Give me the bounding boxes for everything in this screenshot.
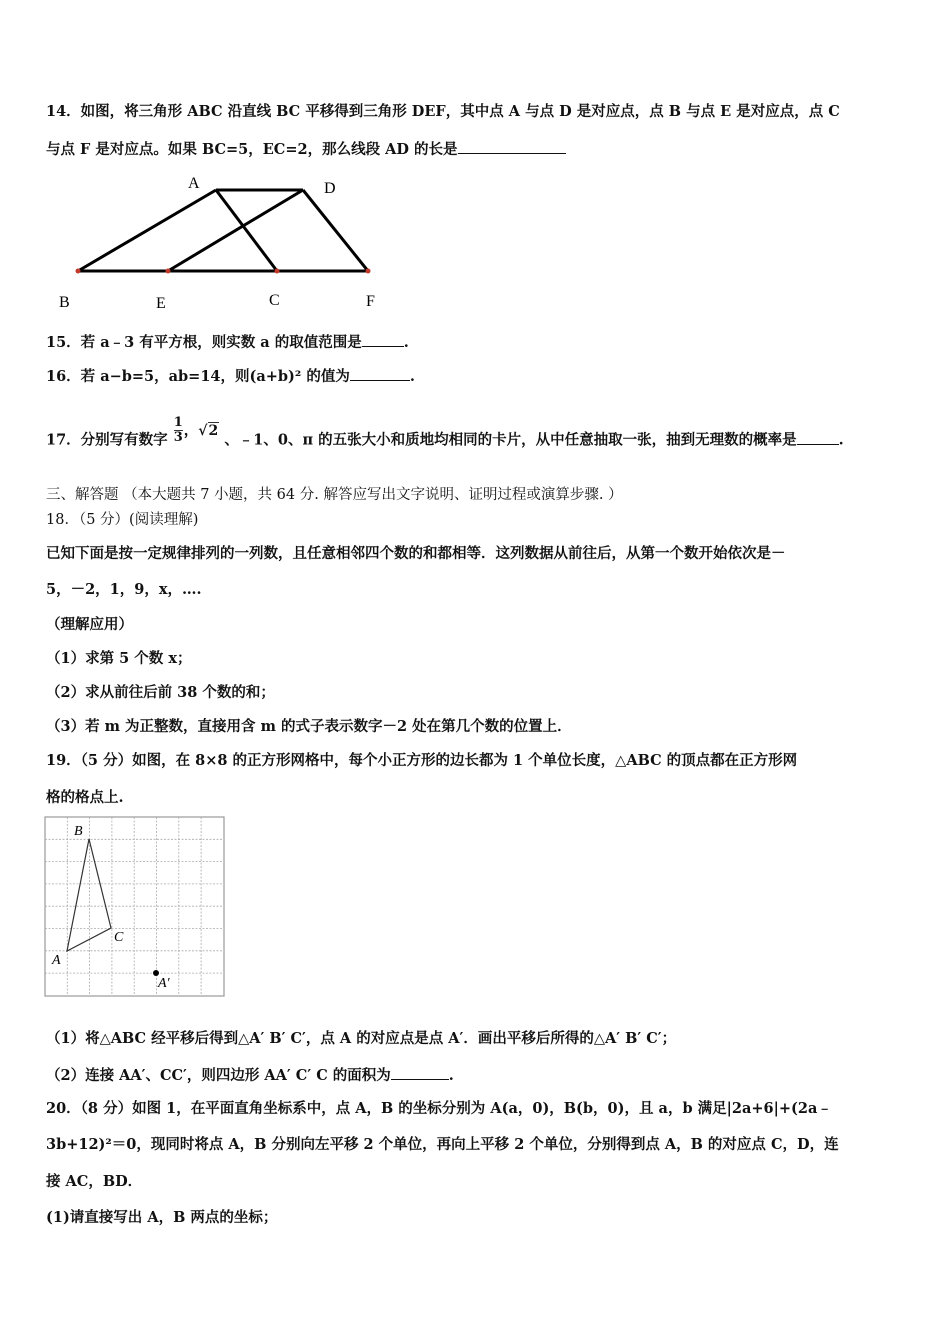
q19-line2: 格的格点上.: [46, 789, 124, 806]
q17-fraction: [174, 416, 183, 445]
q16-answer-blank: [350, 366, 410, 381]
q19-s2-text: （2）连接 AA′、CC′，则四边形 AA′ C′ C 的面积为: [46, 1067, 391, 1084]
q19-line1: 19．（5 分）如图，在 8×8 的正方形网格中，每个小正方形的边长都为 1 个单位长度，△ABC 的顶点都在正方形网: [46, 752, 798, 769]
segment-ac: [216, 190, 277, 271]
q15-answer-blank: [362, 332, 404, 347]
segment-ed: [168, 190, 303, 271]
q17-frac-num: 1: [173, 415, 183, 430]
q15-end: .: [403, 334, 409, 351]
q18-s3: （3）若 m 为正整数，直接用含 m 的式子表示数字－2 处在第几个数的位置上．: [46, 718, 572, 735]
q15-text: 15．若 a﹣3 有平方根，则实数 a 的取值范围是: [46, 334, 362, 351]
grid-label-a: A: [52, 953, 61, 968]
q14-line1: 14．如图，将三角形 ABC 沿直线 BC 平移得到三角形 DEF，其中点 A 与点 D 是对应点，点 B 与点 E 是对应点，点 C: [46, 103, 840, 120]
q19-answer-blank: [391, 1065, 449, 1080]
q16-end: .: [409, 368, 415, 385]
q16-text: 16．若 a−b=5，ab=14，则(a+b)² 的值为: [46, 368, 350, 385]
q14-figure: [50, 170, 410, 320]
q17-sep: ，: [183, 421, 199, 439]
label-a: A: [188, 175, 200, 192]
label-c: C: [269, 292, 280, 309]
q18-s1: （1）求第 5 个数 x；: [46, 650, 192, 667]
q17-prefix: 17．分别写有数字: [46, 431, 168, 449]
q19-s1: （1）将△ABC 经平移后得到△A′ B′ C′，点 A 的对应点是点 A′．画出平移后所得的△A′ B′ C′；: [46, 1030, 677, 1047]
q14-line2-text: 与点 F 是对应点。如果 BC=5，EC=2，那么线段 AD 的长是: [46, 141, 458, 158]
grid-label-b: B: [74, 824, 83, 839]
grid-label-a-prime: A′: [158, 976, 170, 991]
q20-line1: 20．（8 分）如图 1，在平面直角坐标系中，点 A，B 的坐标分别为 A(a，0)，B(b，0)，且 a，b 满足|2a+6|+(2a﹣: [46, 1100, 832, 1117]
q15: [46, 332, 912, 353]
q18-p1: 已知下面是按一定规律排列的一列数，且任意相邻四个数的和都相等．这列数据从前往后，从第一个数开始依次是－: [46, 545, 786, 562]
q20-line3: 接 AC，BD．: [46, 1173, 143, 1190]
q17-end: .: [838, 431, 844, 449]
q18-head: 18．（5 分）(阅读理解): [46, 512, 199, 528]
q18-p2: 5，－2，1，9，x，….: [46, 581, 202, 598]
point-e: [166, 269, 171, 274]
point-b: [76, 269, 81, 274]
grid-label-c: C: [114, 930, 124, 945]
q18-s2: （2）求从前往后前 38 个数的和；: [46, 684, 275, 701]
q19-s2: [46, 1065, 912, 1086]
q14-answer-blank: [458, 139, 566, 154]
point-f: [366, 269, 371, 274]
label-e: E: [156, 295, 166, 312]
q17-sqrt-rad: 2: [208, 422, 219, 439]
q17: [46, 415, 912, 455]
q16: [46, 366, 912, 387]
q20-line2: 3b+12)²＝0，现同时将点 A，B 分别向左平移 2 个单位，再向上平移 2 个单位，分别得到点 A，B 的对应点 C，D，连: [46, 1136, 839, 1153]
segment-ba: [78, 190, 216, 271]
q14-line2: [46, 139, 912, 160]
q17-answer-blank: [797, 430, 839, 445]
q17-sqrt: √2: [198, 422, 219, 439]
q18-sub-head: （理解应用）: [46, 616, 133, 633]
label-b: B: [59, 294, 70, 311]
label-f: F: [366, 293, 375, 310]
q20-s1: (1)请直接写出 A，B 两点的坐标；: [46, 1209, 278, 1226]
point-c: [275, 269, 280, 274]
q17-suffix: 、﹣1、0、π 的五张大小和质地均相同的卡片，从中任意抽取一张，抽到无理数的概率是: [224, 431, 797, 449]
section3-heading: 三、解答题 （本大题共 7 小题，共 64 分. 解答应写出文字说明、证明过程或演算步骤. ）: [46, 487, 623, 503]
q19-s2-end: .: [448, 1067, 454, 1084]
q17-frac-den: 3: [173, 430, 183, 445]
segment-df: [303, 190, 368, 271]
q19-grid-figure: [44, 816, 226, 998]
label-d: D: [324, 180, 336, 197]
